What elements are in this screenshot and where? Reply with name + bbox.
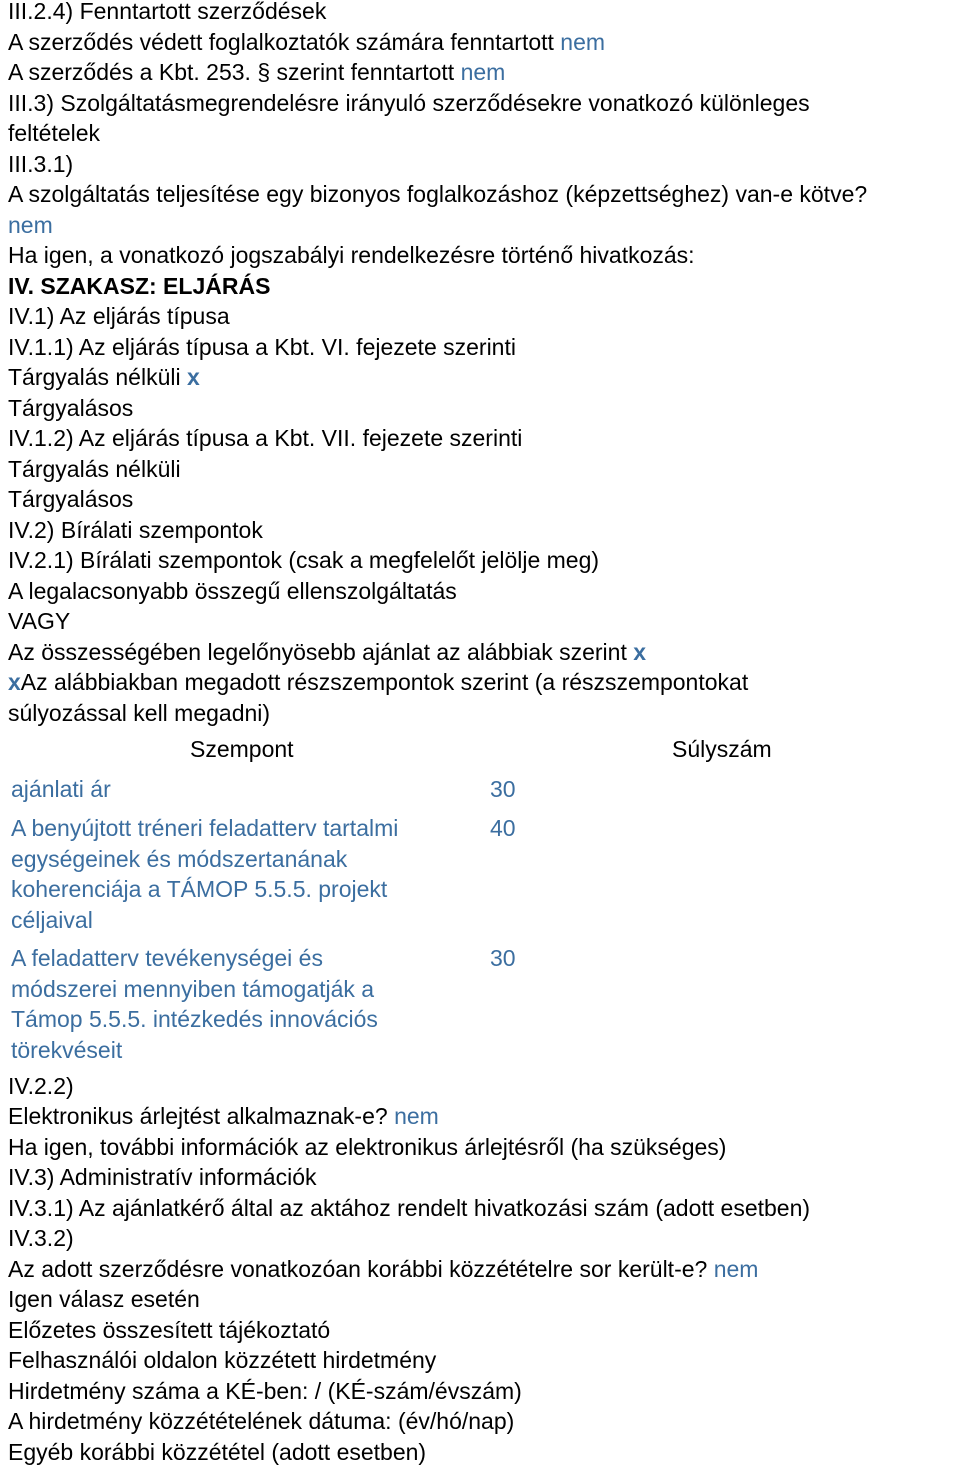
e-auction-value: nem bbox=[394, 1103, 439, 1129]
section-heading-III-3-line2: feltételek bbox=[8, 120, 101, 146]
notice-date-label: A hirdetmény közzétételének dátuma: (év/hó/nap) bbox=[8, 1408, 515, 1434]
table-row-1-weight: 30 bbox=[490, 776, 516, 802]
prior-publication-label: Az adott szerződésre vonatkozóan korábbi közzétételre sor került-e? bbox=[8, 1256, 708, 1282]
criteria-subheading: IV.2.1) Bírálati szempontok (csak a megfelelőt jelölje meg) bbox=[8, 547, 600, 573]
table-row-3-weight: 30 bbox=[490, 945, 516, 971]
prior-publication-row bbox=[8, 1255, 758, 1283]
lowest-price-option: A legalacsonyabb összegű ellenszolgáltatás bbox=[8, 578, 457, 604]
kbt253-reservation-row bbox=[8, 58, 505, 86]
sub-criteria-label-line2: súlyozással kell megadni) bbox=[8, 700, 271, 726]
e-auction-row bbox=[8, 1102, 439, 1130]
vi-option-with-negotiation: Tárgyalásos bbox=[8, 395, 134, 421]
vi-option1-checkmark: x bbox=[186, 364, 200, 390]
vi-option-without-negotiation bbox=[8, 363, 200, 391]
table-row-3-criterion: A feladatterv tevékenységei és módszerei mennyiben támogatják a Támop 5.5.5. intézkedés innovációs törekvéseit bbox=[11, 945, 378, 1063]
protected-value: nem bbox=[560, 29, 606, 55]
section-heading-III-3-line1: III.3) Szolgáltatásmegrendelésre irányuló szerződésekre vonatkozó különleges bbox=[8, 90, 810, 116]
e-auction-info: Ha igen, további információk az elektronikus árlejtésről (ha szükséges) bbox=[8, 1134, 727, 1160]
notice-number-label: Hirdetmény száma a KÉ-ben: / (KÉ-szám/évszám) bbox=[8, 1378, 522, 1404]
section-title-IV: IV. SZAKASZ: ELJÁRÁS bbox=[8, 273, 271, 299]
vii-option-with-negotiation: Tárgyalásos bbox=[8, 486, 134, 512]
legal-reference-label: Ha igen, a vonatkozó jogszabályi rendelkezésre történő hivatkozás: bbox=[8, 242, 695, 268]
prior-information-label: Előzetes összesített tájékoztató bbox=[8, 1317, 331, 1343]
if-yes-label: Igen válasz esetén bbox=[8, 1286, 200, 1312]
table-header-weight: Súlyszám bbox=[672, 736, 772, 762]
best-offer-checkmark: x bbox=[633, 639, 647, 665]
reference-number-label: IV.3.1) Az ajánlatkérő által az aktához rendelt hivatkozási szám (adott esetben) bbox=[8, 1195, 811, 1221]
section-subheading-III-3-1: III.3.1) bbox=[8, 151, 74, 177]
kbt-VI-heading: IV.1.1) Az eljárás típusa a Kbt. VI. fejezete szerinti bbox=[8, 334, 516, 360]
e-auction-label: Elektronikus árlejtést alkalmaznak-e? bbox=[8, 1103, 388, 1129]
section-subheading-IV-2-2: IV.2.2) bbox=[8, 1073, 74, 1099]
or-text: VAGY bbox=[8, 608, 71, 634]
sub-criteria-option bbox=[8, 668, 748, 696]
other-publication-label: Egyéb korábbi közzététel (adott esetben) bbox=[8, 1439, 427, 1465]
criteria-heading: IV.2) Bírálati szempontok bbox=[8, 517, 263, 543]
section-heading-IV-3: IV.3) Administratív információk bbox=[8, 1164, 317, 1190]
best-offer-option bbox=[8, 638, 646, 666]
vi-option1-label: Tárgyalás nélküli bbox=[8, 364, 181, 390]
best-offer-label: Az összességében legelőnyösebb ajánlat az alábbiak szerint bbox=[8, 639, 627, 665]
protected-label: A szerződés védett foglalkoztatók számára fenntartott bbox=[8, 29, 554, 55]
prior-publication-value: nem bbox=[713, 1256, 759, 1282]
profession-answer: nem bbox=[8, 212, 53, 238]
heading-text: III.2.4) Fenntartott szerződések bbox=[8, 0, 327, 24]
section-subheading-IV-3-2: IV.3.2) bbox=[8, 1225, 74, 1251]
section-heading-III-2-4 bbox=[8, 0, 326, 25]
protected-reservation-row bbox=[8, 28, 605, 56]
sub-criteria-checkmark: x bbox=[8, 669, 21, 695]
table-row-2-criterion: A benyújtott tréneri feladatterv tartalmi egységeinek és módszertanának koherenciája a TÁMOP 5.5.5. projekt céljaival bbox=[11, 815, 399, 933]
profession-question: A szolgáltatás teljesítése egy bizonyos foglalkozáshoz (képzettséghez) van-e kötve? bbox=[8, 181, 868, 207]
vii-option-without-negotiation: Tárgyalás nélküli bbox=[8, 456, 181, 482]
table-row-2-weight: 40 bbox=[490, 815, 516, 841]
kbt-VII-heading: IV.1.2) Az eljárás típusa a Kbt. VII. fejezete szerinti bbox=[8, 425, 523, 451]
kbt253-label: A szerződés a Kbt. 253. § szerint fenntartott bbox=[8, 59, 455, 85]
procedure-type-heading: IV.1) Az eljárás típusa bbox=[8, 303, 230, 329]
buyer-profile-label: Felhasználói oldalon közzétett hirdetmény bbox=[8, 1347, 437, 1373]
sub-criteria-label: Az alábbiakban megadott részszempontok szerint (a részszempontokat bbox=[20, 669, 749, 695]
table-row-1-criterion: ajánlati ár bbox=[11, 776, 111, 802]
table-header-criterion: Szempont bbox=[190, 736, 294, 762]
kbt253-value: nem bbox=[460, 59, 506, 85]
